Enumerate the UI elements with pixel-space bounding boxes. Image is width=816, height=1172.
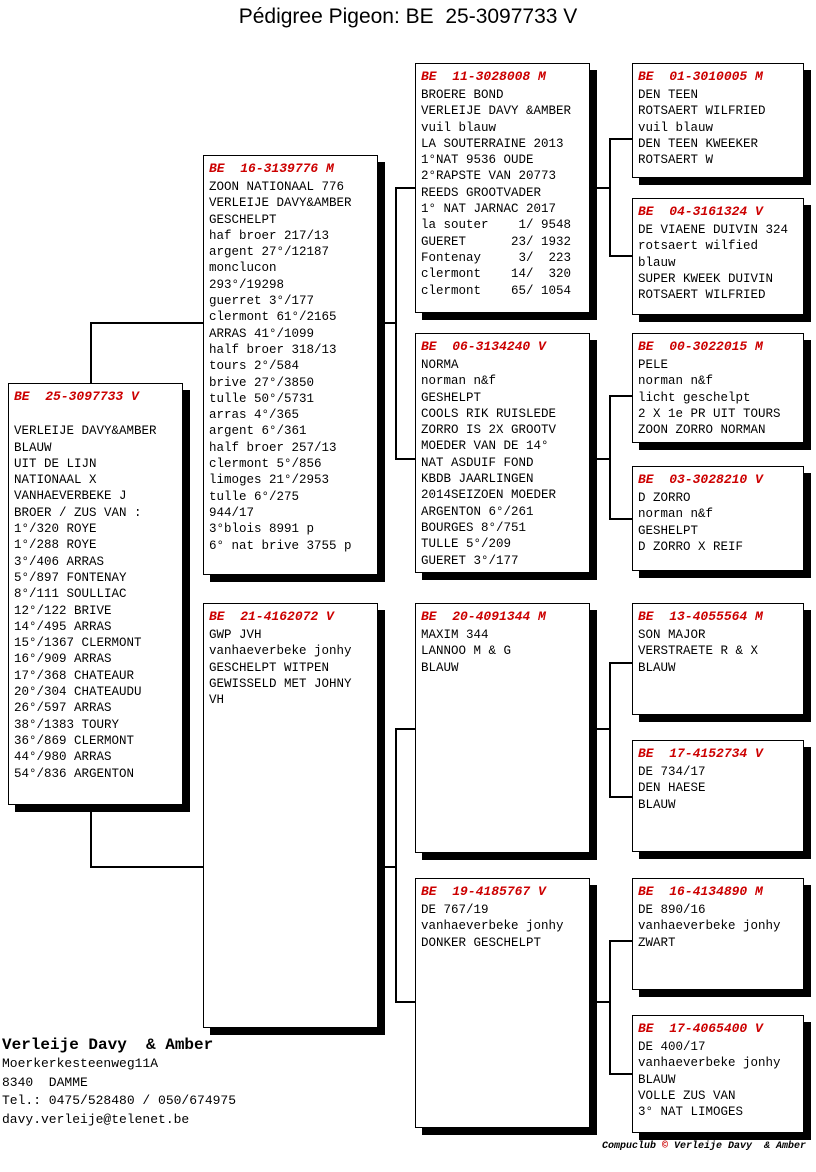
connector-line xyxy=(609,662,611,798)
connector-line xyxy=(395,728,415,730)
connector-line xyxy=(590,1001,610,1003)
connector-line xyxy=(609,395,611,520)
pedigree-notes: DE 734/17 DEN HAESE BLAUW xyxy=(638,765,706,812)
ring-number: BE 19-4185767 V xyxy=(421,884,546,899)
ring-number: BE 16-3139776 M xyxy=(209,161,334,176)
footer-owner: Verleije Davy & Amber xyxy=(667,1141,806,1152)
pedigree-box-ggparent-1 xyxy=(632,63,804,178)
pedigree-notes: DE VIAENE DUIVIN 324 rotsaert wilfied blauw SUPER KWEEK DUIVIN ROTSAERT WILFRIED xyxy=(638,223,789,303)
pedigree-notes: D ZORRO norman n&f GESHELPT D ZORRO X REIF xyxy=(638,491,744,554)
ring-number: BE 00-3022015 M xyxy=(638,339,763,354)
connector-line xyxy=(609,518,632,520)
connector-line xyxy=(609,395,632,397)
pedigree-box-ggparent-4 xyxy=(632,466,804,571)
ring-number: BE 17-4152734 V xyxy=(638,746,763,761)
owner-name: Verleije Davy & Amber xyxy=(2,1036,214,1054)
connector-line xyxy=(609,796,632,798)
pedigree-box-grandfather-maternal xyxy=(415,603,590,853)
ring-number: BE 11-3028008 M xyxy=(421,69,546,84)
connector-line xyxy=(609,662,632,664)
connector-line xyxy=(90,866,203,868)
ring-number: BE 06-3134240 V xyxy=(421,339,546,354)
connector-line xyxy=(395,458,415,460)
ring-number: BE 04-3161324 V xyxy=(638,204,763,219)
connector-line xyxy=(609,940,632,942)
ring-number: BE 25-3097733 V xyxy=(14,389,139,404)
pedigree-notes: GWP JVH vanhaeverbeke jonhy GESCHELPT WITPEN GEWISSELD MET JOHNY VH xyxy=(209,628,352,708)
connector-line xyxy=(395,728,397,1003)
connector-line xyxy=(609,1073,632,1075)
pedigree-box-ggparent-5 xyxy=(632,603,804,715)
pedigree-box-grandmother-maternal xyxy=(415,878,590,1128)
connector-line xyxy=(395,187,415,189)
ring-number: BE 21-4162072 V xyxy=(209,609,334,624)
pedigree-box-father xyxy=(203,155,378,575)
footer-credit xyxy=(602,1141,806,1153)
pedigree-box-ggparent-2 xyxy=(632,198,804,315)
footer-brand: Compuclub xyxy=(601,1141,662,1152)
pedigree-notes: DEN TEEN ROTSAERT WILFRIED vuil blauw DEN TEEN KWEEKER ROTSAERT W xyxy=(638,88,766,168)
connector-line xyxy=(609,255,632,257)
ring-number: BE 16-4134890 M xyxy=(638,884,763,899)
pedigree-notes: SON MAJOR VERSTRAETE R & X BLAUW xyxy=(638,628,759,675)
connector-line xyxy=(609,138,611,257)
ring-number: BE 17-4065400 V xyxy=(638,1021,763,1036)
connector-line xyxy=(90,322,92,383)
owner-address-line1: Moerkerkesteenweg11A xyxy=(2,1056,159,1071)
pedigree-box-mother xyxy=(203,603,378,1028)
ring-number: BE 20-4091344 M xyxy=(421,609,546,624)
pedigree-notes: DE 400/17 vanhaeverbeke jonhy BLAUW VOLLE ZUS VAN 3° NAT LIMOGES xyxy=(638,1040,781,1120)
pedigree-notes: DE 890/16 vanhaeverbeke jonhy ZWART xyxy=(638,903,781,950)
pedigree-notes: NORMA norman n&f GESHELPT COOLS RIK RUISLEDE ZORRO IS 2X GROOTV MOEDER VAN DE 14° NAT ASDUIF FOND KBDB JAARLINGEN 2014SEIZOEN MOEDER ARGENTON 6°/261 BOURGES 8°/751 TULLE 5°/209 GUERET 3°/177 xyxy=(421,358,557,568)
connector-line xyxy=(590,187,610,189)
connector-line xyxy=(609,138,632,140)
pedigree-notes: VERLEIJE DAVY&AMBER BLAUW UIT DE LIJN NATIONAAL X VANHAEVERBEKE J BROER / ZUS VAN : 1°/320 ROYE 1°/288 ROYE 3°/406 ARRAS 5°/897 FONTENAY 8°/111 SOULLIAC 12°/122 BRIVE 14°/495 ARRAS 15°/1367 CLERMONT 16°/909 ARRAS 17°/368 CHATEAUR 20°/304 CHATEAUDU 26°/597 ARRAS 38°/1383 TOURY 36°/869 CLERMONT 44°/980 ARRAS 54°/836 ARGENTON xyxy=(14,424,157,781)
pedigree-box-ggparent-8 xyxy=(632,1015,804,1133)
pedigree-notes: PELE norman n&f licht geschelpt 2 X 1e PR UIT TOURS ZOON ZORRO NORMAN xyxy=(638,358,781,438)
owner-email: davy.verleije@telenet.be xyxy=(2,1111,190,1127)
connector-line xyxy=(609,940,611,1075)
page-title: Pédigree Pigeon: BE 25-3097733 V xyxy=(238,5,578,28)
pedigree-box-grandmother-paternal xyxy=(415,333,590,573)
ring-number: BE 03-3028210 V xyxy=(638,472,763,487)
connector-line xyxy=(90,805,92,868)
connector-line xyxy=(395,1001,415,1003)
pedigree-box-ggparent-7 xyxy=(632,878,804,990)
connector-line xyxy=(90,322,203,324)
pedigree-notes: BROERE BOND VERLEIJE DAVY &AMBER vuil blauw LA SOUTERRAINE 2013 1°NAT 9536 OUDE 2°RAPSTE VAN 20773 REEDS GROOTVADER 1° NAT JARNAC 2017 la souter 1/ 9548 GUERET 23/ 1932 Fontenay 3/ 223 clermont 14/ 320 clermont 65/ 1054 xyxy=(421,88,572,298)
pedigree-notes: ZOON NATIONAAL 776 VERLEIJE DAVY&AMBER GESCHELPT haf broer 217/13 argent 27°/12187 monclucon 293°/19298 guerret 3°/177 clermont 61°/2165 ARRAS 41°/1099 half broer 318/13 tours 2°/584 brive 27°/3850 tulle 50°/5731 arras 4°/365 argent 6°/361 half broer 257/13 clermont 5°/856 limoges 21°/2953 tulle 6°/275 944/17 3°blois 8991 p 6° nat brive 3755 p xyxy=(209,180,352,553)
owner-phone: Tel.: 0475/528480 / 050/674975 xyxy=(2,1093,237,1108)
connector-line xyxy=(590,728,610,730)
pedigree-box-ggparent-3 xyxy=(632,333,804,443)
connector-line xyxy=(395,187,397,460)
copyright-symbol: © xyxy=(661,1141,668,1152)
pedigree-box-ggparent-6 xyxy=(632,740,804,852)
pedigree-notes: MAXIM 344 LANNOO M & G BLAUW xyxy=(421,628,512,675)
connector-line xyxy=(590,458,610,460)
pedigree-box-grandfather-paternal xyxy=(415,63,590,313)
pedigree-notes: DE 767/19 vanhaeverbeke jonhy DONKER GESCHELPT xyxy=(421,903,564,950)
ring-number: BE 13-4055564 M xyxy=(638,609,763,624)
owner-block xyxy=(2,1035,236,1129)
pedigree-box-subject xyxy=(8,383,183,805)
ring-number: BE 01-3010005 M xyxy=(638,69,763,84)
owner-address-line2: 8340 DAMME xyxy=(2,1074,88,1090)
